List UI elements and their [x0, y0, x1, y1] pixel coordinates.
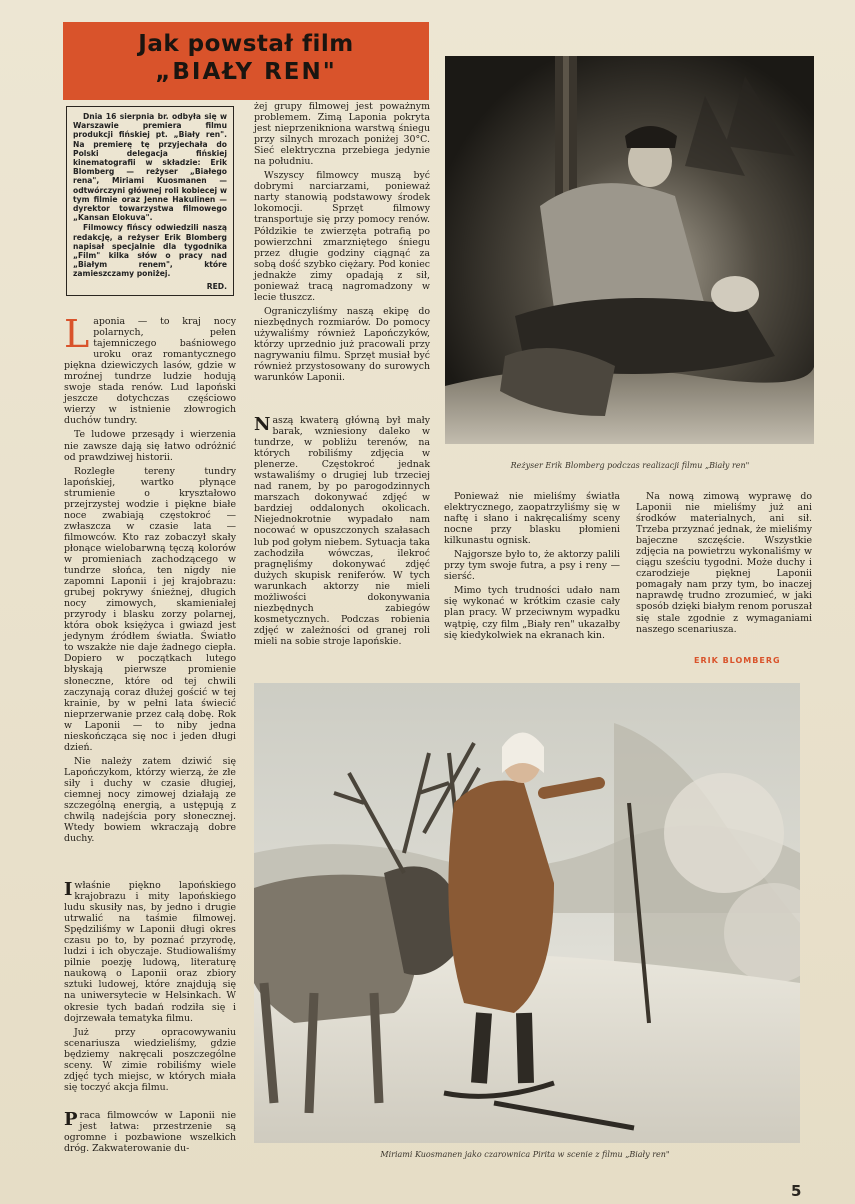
drop-cap: N [254, 414, 271, 435]
director-photo [445, 56, 814, 444]
article-title-line-2: „BIAŁY REN" [155, 59, 337, 85]
intro-paragraph: Filmowcy fińscy odwiedzili naszą redakcję, a reżyser Erik Blomberg napisał specjalnie dla tygodnika „Film" kilka słów o pracy nad „Białym renem", które zamieszczamy poniżej. [73, 223, 227, 279]
paragraph: Najgorsze było to, że aktorzy palili przy tym swoje futra, a psy i reny — sierść. [444, 549, 620, 583]
author-signature: ERIK BLOMBERG [694, 656, 781, 665]
paragraph: Laponia — to kraj nocy polarnych, pełen tajemniczego baśniowego uroku oraz romantycznego piękna dziewiczych lasów, gdzie w mroźnej tundrze ludzie hodują swoje stada renów. Lud lapoński jeszcze dotychczas częściowo wierzy w istnienie złowrogich duchów tundry. [64, 312, 236, 427]
text-column-4 [636, 491, 812, 638]
paragraph: Na nową zimową wyprawę do Laponii nie mieliśmy już ani środków materialnych, ani sił. Trzeba przyznać jednak, że mieliśmy bajeczne szczęście. Wszystkie zdjęcia na powietrzu wykonaliśmy w ciągu sześciu tygodni. Może duchy i czarodzieje pięknej Laponii pomagały nam przy tym, bo inaczej naprawdę trudno zrozumieć, w jaki sposób dzięki białym renom poruszał się stale zgodnie z wymaganiami naszego scenariusza. [636, 491, 812, 635]
paragraph: Naszą kwaterą główną był mały barak, wzniesiony daleko w tundrze, w pobliżu terenów, na których robiliśmy zdjęcia w plenerze. Częstokroć jednak wstawaliśmy o drugiej lub trzeciej nad ranem, by po parogodzinnych marszach dokonywać zdjęć w bardziej oddalonych okolicach. Niejednokrotnie wypadało nam nocować w opuszczonych szałasach lub pod gołym niebem. Sytuacja taka zachodziła wówczas, ilekroć pragnęliśmy dokonywać zdjęć dużych skupisk reniferów. W tych warunkach aktorzy nie mieli możliwości dokonywania niezbędnych zabiegów kosmetycznych. Podczas robienia zdjęć w zależności od granej roli mieli na sobie stroje lapońskie. [254, 414, 430, 647]
article-title-line-1: Jak powstał film [138, 31, 354, 57]
text-column-2b [254, 415, 430, 650]
paragraph: żej grupy filmowej jest poważnym problemem. Zimą Laponia pokryta jest nieprzenikniona warstwą śniegu przy silnych mrozach poniżej 30°C. Sieć elektryczna przebiega jedynie na południu. [254, 101, 430, 168]
bottom-photo-caption: Miriami Kuosmanen jako czarownica Pirita w scenie z filmu „Biały ren" [380, 1150, 670, 1159]
text-column-3 [444, 491, 620, 644]
page-number: 5 [791, 1182, 802, 1200]
top-photo-caption: Reżyser Erik Blomberg podczas realizacji filmu „Biały ren" [510, 461, 750, 470]
drop-cap: P [64, 1109, 78, 1130]
intro-paragraph: Dnia 16 sierpnia br. odbyła się w Warszawie premiera filmu produkcji fińskiej pt. „Biały ren". Na premierę tę przyjechała do Polski delegacja fińskiej kinematografii w składzie: Erik Blomberg — reżyser „Białego rena", Miriami Kuosmanen — odtwórczyni głównej roli kobiecej w tym filmie oraz Jenne Hakulinen — dyrektor towarzystwa filmowego „Kansan Elokuva". [73, 112, 227, 223]
text-column-1b [64, 880, 236, 1096]
paragraph: Nie należy zatem dziwić się Lapończykom, którzy wierzą, że złe siły i duchy w czasie długiej, ciemnej nocy zimowej działają ze szczególną energią, a ustępują z chwilą nadejścia pory słonecznej. Wtedy bowiem wkraczają dobre duchy. [64, 755, 236, 845]
reindeer-photo [254, 683, 800, 1143]
paragraph: Te ludowe przesądy i wierzenia nie zawsze dają się łatwo odróżnić od prawdziwej historii. [64, 429, 236, 463]
intro-signature: RED. [206, 281, 227, 291]
paragraph: Iwłaśnie piękno lapońskiego krajobrazu i mity lapońskiego ludu skusiły nas, by jedno i drugie utrwalić na taśmie filmowej. Spędziliśmy w Laponii długi okres czasu po to, by poznać przyrodę, ludzi i ich obyczaje. Studiowaliśmy pilnie poezję ludową, literaturę naukową o Laponii oraz zbiory sztuki ludowej, które znajdują się na uniwersytecie w Helsinkach. W okresie tych badań rodziła się i dojrzewała tematyka filmu. [64, 879, 236, 1024]
article-title-banner [63, 22, 429, 100]
text-column-1c [64, 1110, 236, 1157]
paragraph: Wszyscy filmowcy muszą być dobrymi narciarzami, ponieważ narty stanowią podstawowy środek lokomocji. Sprzęt filmowy transportuje się przy pomocy renów. Półdzikie te zwierzęta potrafią po powierzchni zmarzniętego śniegu przez długie godziny ciągnąć za sobą dość szybko ciężary. Pod koniec jednakże zimy opadają z sił, ponieważ tracą nagromadzony w lecie tłuszcz. [254, 170, 430, 303]
paragraph: Praca filmowców w Laponii nie jest łatwa: przestrzenie są ogromne i pozbawione wszelkich dróg. Zakwaterowanie du- [64, 1109, 236, 1155]
paragraph: Już przy opracowywaniu scenariusza wiedzieliśmy, gdzie będziemy nakręcali poszczególne sceny. W zimie robiliśmy wiele zdjęć tych miejsc, w których miała się toczyć akcja filmu. [64, 1026, 236, 1093]
paragraph: Rozległe tereny tundry lapońskiej, wartko płynące strumienie o kryształowo przejrzystej wodzie i piękne białe noce zwabiają częstokroć — zwłaszcza w czasie lata — filmowców. Kto raz zobaczył skały płonące wielobarwną tęczą kolorów w promieniach zachodzącego w tundrze słońca, ten nigdy nie zapomni Laponii i jej krajobrazu: grubej pokrywy śnieżnej, długich nocy zimowych, skamieniałej przyrody i blasku zorzy polarnej, która obok księżyca i gwiazd jest jedynym źródłem światła. Światło to wszakże nie daje żadnego ciepła. Dopiero w początkach lutego błyskają pierwsze promienie słoneczne, które od tej chwili zaczynają coraz dłużej gościć w tej krainie, by w pełni lata świecić nieprzerwanie przez całą dobę. Rok w Laponii — to niby jedna nieskończąca się noc i jeden długi dzień. [64, 465, 236, 753]
paragraph: Mimo tych trudności udało nam się wykonać w krótkim czasie cały plan pracy. W przeciwnym wypadku wątpię, czy film „Biały ren" ukazałby się kiedykolwiek na ekranach kin. [444, 585, 620, 641]
intro-box [66, 106, 234, 296]
drop-cap: I [64, 879, 73, 900]
drop-cap: L [64, 312, 90, 356]
paragraph: Ograniczyliśmy naszą ekipę do niezbędnych rozmiarów. Do pomocy używaliśmy również Lapończyków, którzy uprzednio już pracowali przy nagrywaniu filmu. Sprzęt musiał być również przystosowany do surowych warunków Laponii. [254, 305, 430, 384]
text-column-2 [254, 101, 430, 386]
text-column-1 [64, 312, 236, 847]
paragraph: Ponieważ nie mieliśmy światła elektrycznego, zaopatrzyliśmy się w naftę i słano i nakręcaliśmy sceny nocne przy blasku płomieni kilkunastu ognisk. [444, 491, 620, 547]
